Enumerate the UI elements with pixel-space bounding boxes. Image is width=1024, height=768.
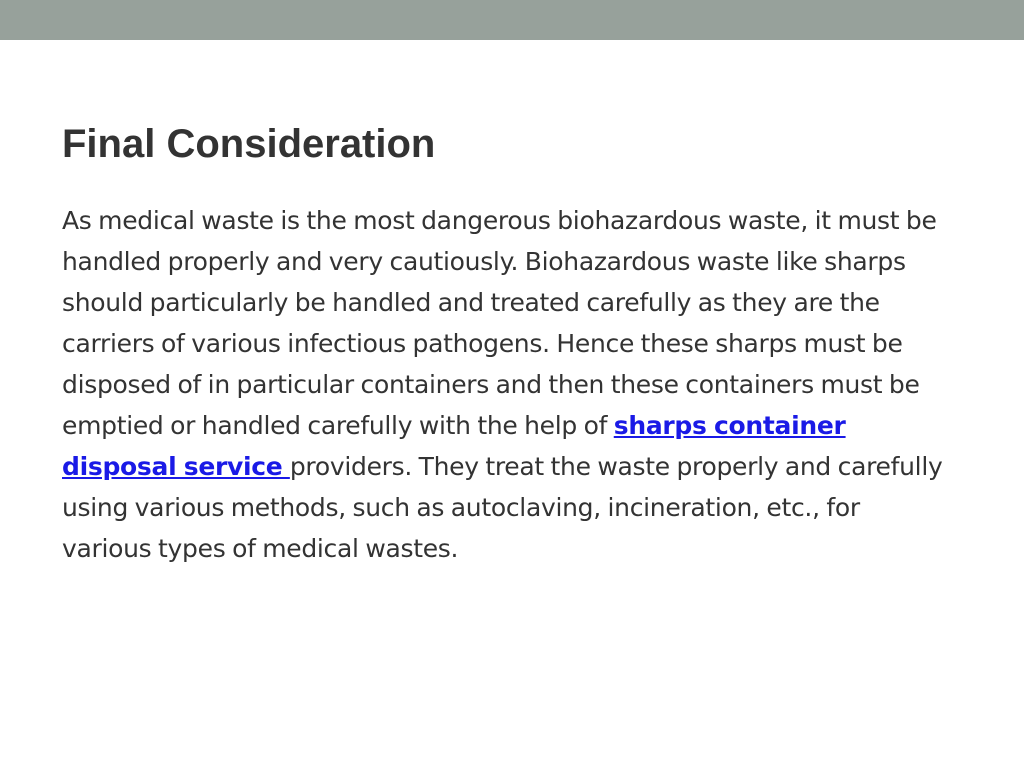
header-band (0, 0, 1024, 40)
body-paragraph (62, 200, 952, 569)
paragraph-text-before-link: As medical waste is the most dangerous biohazardous waste, it must be handled properly and very cautiously. Biohazardous waste like sharps should particularly be handled and treated carefully as they are the carriers of various infectious pathogens. Hence these sharps must be disposed of in particular containers and then these containers must be emptied or handled carefully with the help of (62, 206, 937, 440)
sharps-container-disposal-service-link[interactable]: sharps container disposal service (62, 411, 846, 481)
paragraph-text-after-link: providers. They treat the waste properly and carefully using various methods, such as autoclaving, incineration, etc., for various types of medical wastes. (62, 452, 943, 563)
slide-title: Final Consideration (62, 122, 436, 166)
